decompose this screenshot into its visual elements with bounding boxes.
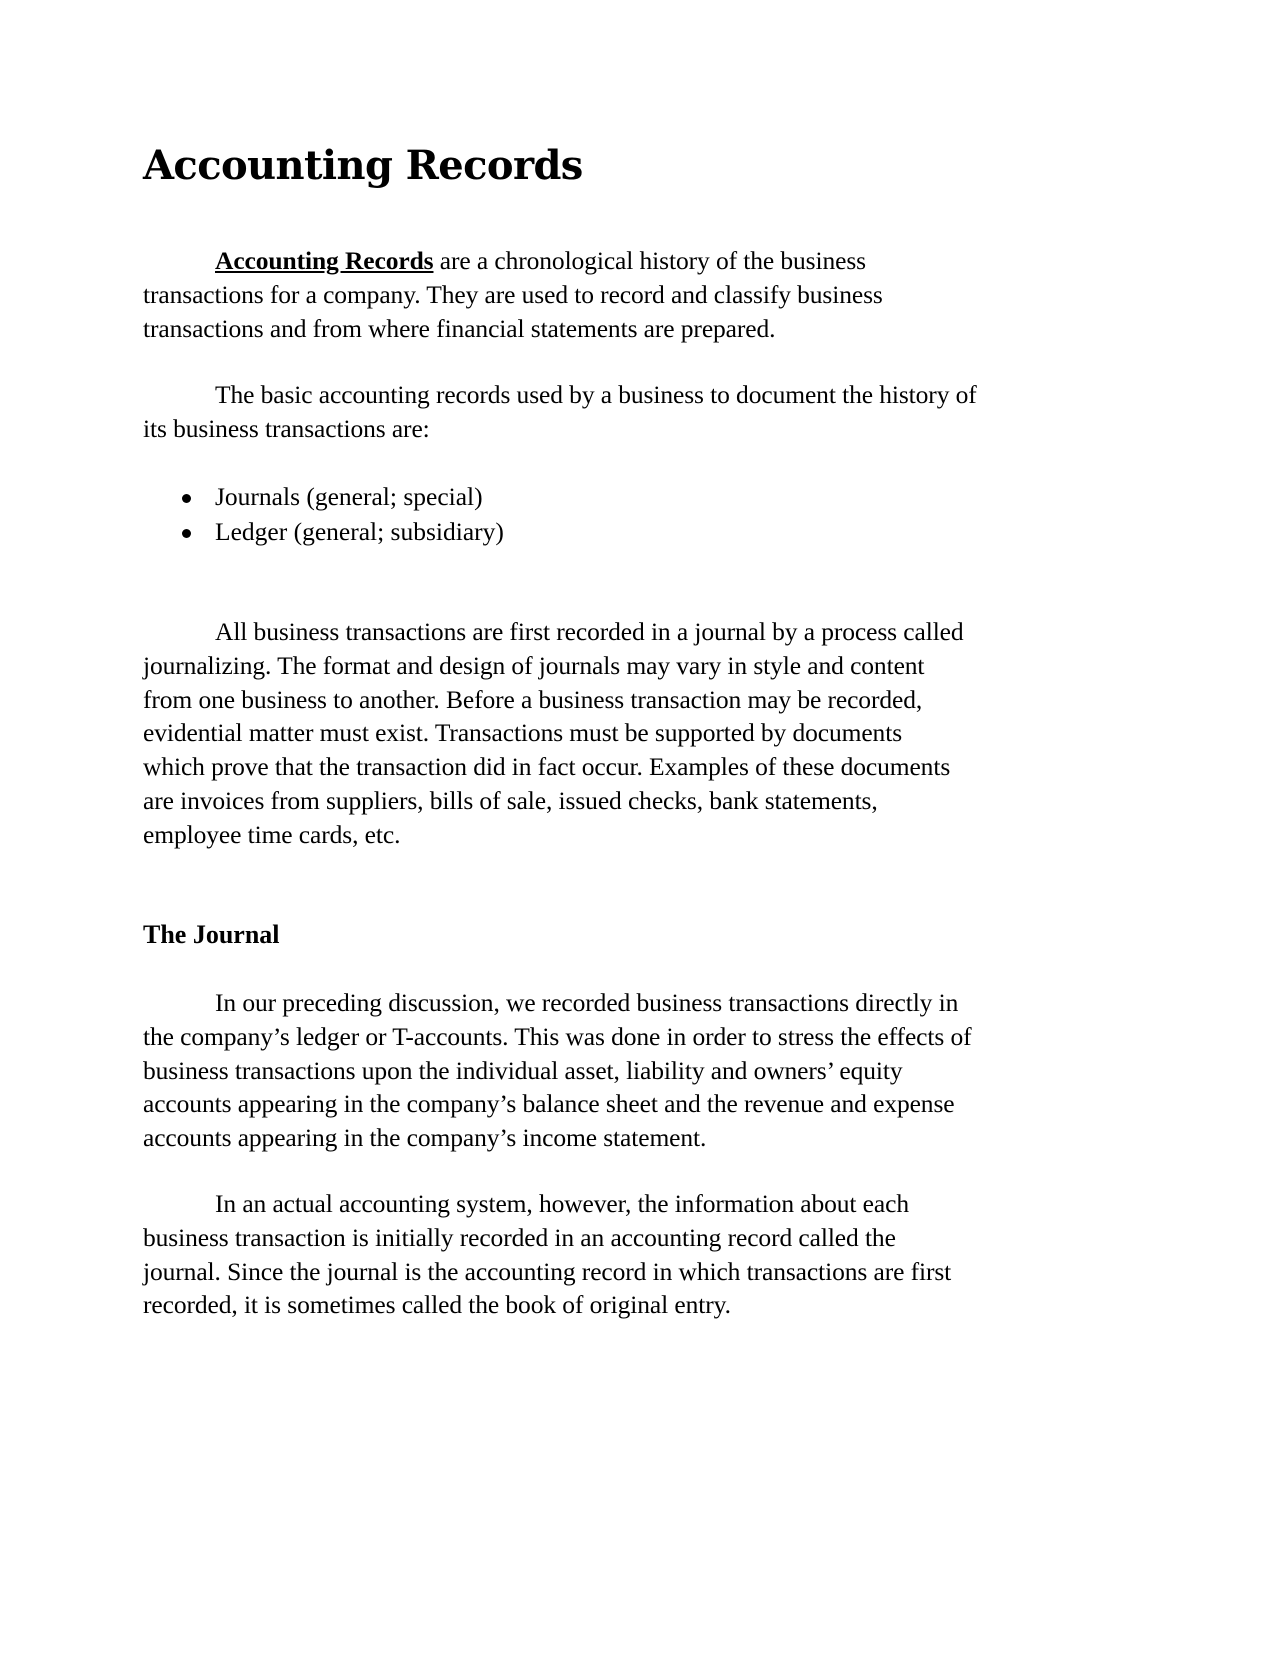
term-accounting-records: Accounting Records <box>215 246 434 275</box>
journal-p2-line-1: In an actual accounting system, however, the information about each <box>215 1189 909 1218</box>
journalizing-line-5: which prove that the transaction did in fact occur. Examples of these documents <box>143 752 951 782</box>
records-list <box>143 480 504 549</box>
document-title: Accounting Records <box>143 142 583 189</box>
list-item-ledger: Ledger (general; subsidiary) <box>143 515 504 550</box>
basic-records-line-2: its business transactions are: <box>143 413 430 443</box>
journal-p1-line-2: the company’s ledger or T-accounts. This was done in order to stress the effects of <box>143 1021 972 1051</box>
bullet-icon <box>182 494 191 503</box>
journal-paragraph-1 <box>143 986 1088 1155</box>
bullet-icon <box>182 529 191 538</box>
journalizing-line-7: employee time cards, etc. <box>143 819 401 849</box>
journalizing-line-3: from one business to another. Before a business transaction may be recorded, <box>143 684 923 714</box>
journal-paragraph-2 <box>143 1187 1088 1322</box>
journal-p1-line-5: accounts appearing in the company’s income statement. <box>143 1123 707 1153</box>
journal-p1-line-1: In our preceding discussion, we recorded business transactions directly in <box>215 988 959 1017</box>
basic-records-line-1: The basic accounting records used by a business to document the history of <box>215 380 977 409</box>
basic-records-paragraph <box>143 378 1088 446</box>
journal-p1-line-4: accounts appearing in the company’s balance sheet and the revenue and expense <box>143 1089 955 1119</box>
journal-p2-line-3: journal. Since the journal is the accounting record in which transactions are first <box>143 1256 952 1286</box>
journalizing-line-2: journalizing. The format and design of journals may vary in style and content <box>143 650 925 680</box>
list-item-journals: Journals (general; special) <box>143 480 504 515</box>
section-heading-the-journal: The Journal <box>143 920 280 949</box>
journal-p2-line-2: business transaction is initially recorded in an accounting record called the <box>143 1222 896 1252</box>
journalizing-line-6: are invoices from suppliers, bills of sale, issued checks, bank statements, <box>143 785 878 815</box>
journal-p1-line-3: business transactions upon the individual asset, liability and owners’ equity <box>143 1055 903 1085</box>
intro-line-3: transactions and from where financial statements are prepared. <box>143 313 776 343</box>
journalizing-paragraph <box>143 615 1088 852</box>
intro-line-1: Accounting Records are a chronological history of the business <box>215 246 867 275</box>
intro-paragraph <box>143 244 1088 345</box>
journalizing-line-1: All business transactions are first recorded in a journal by a process called <box>215 617 964 646</box>
journalizing-line-4: evidential matter must exist. Transactions must be supported by documents <box>143 718 903 748</box>
intro-line-2: transactions for a company. They are used to record and classify business <box>143 279 883 309</box>
journal-p2-line-4: recorded, it is sometimes called the book of original entry. <box>143 1290 731 1320</box>
